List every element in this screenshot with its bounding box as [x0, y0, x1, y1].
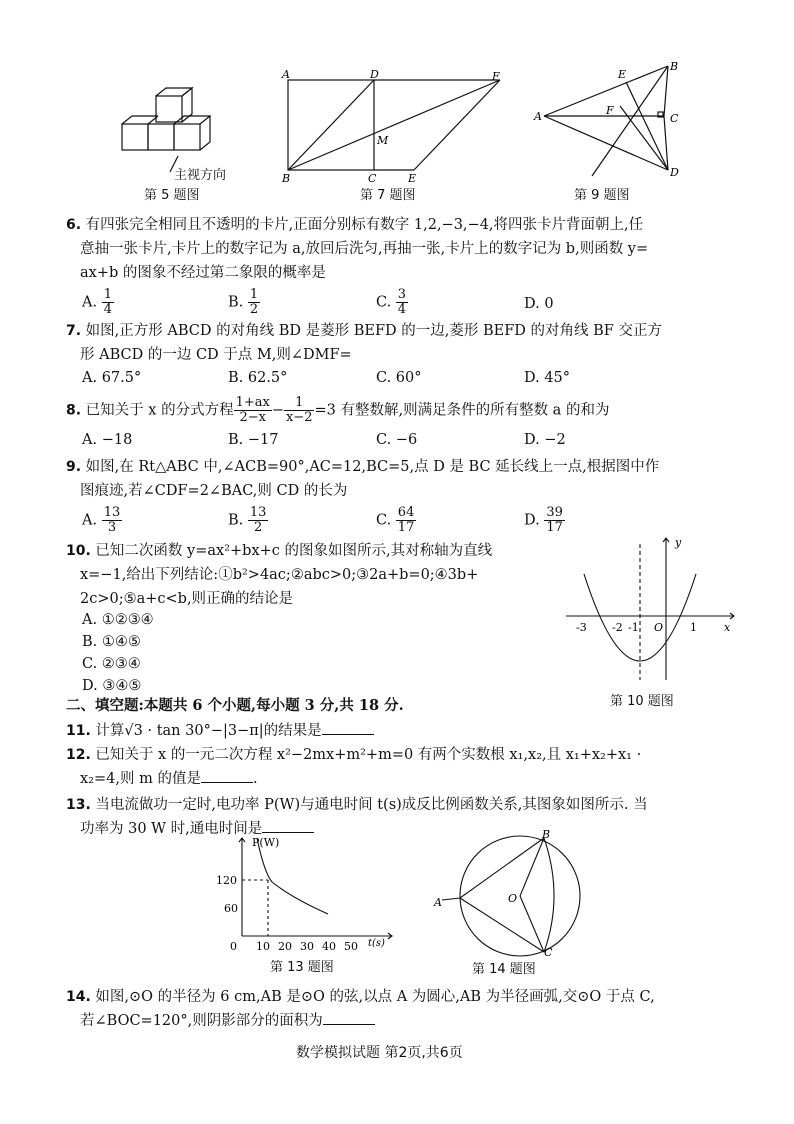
fig7-label-D: D [370, 70, 379, 81]
q10-line1: 10. 已知二次函数 y=ax²+bx+c 的图象如图所示,其对称轴为直线 [66, 543, 493, 559]
q10-option-d: D. ③④⑤ [82, 678, 142, 694]
q9-option-c: C. $\frac{64}{17}$ [376, 505, 415, 535]
fig10-y-label: y [675, 536, 682, 549]
q7-option-b: B. 62.5° [228, 370, 288, 386]
fig7-label-C: C [368, 172, 377, 185]
q8-option-a: A. −18 [82, 432, 133, 448]
q6-line1: 6. 有四张完全相同且不透明的卡片,正面分别标有数字 1,2,−3,−4,将四张卡片背面朝上,任 [66, 217, 644, 233]
q9-option-a: A. $\frac{13}{3}$ [82, 505, 121, 535]
fig13-xtick-40: 40 [322, 940, 336, 953]
fig14-caption: 第 14 题图 [472, 962, 536, 977]
fig13-inverse-graph [212, 832, 402, 956]
fig10-parabola-graph [562, 534, 742, 684]
q9-option-b: B. $\frac{13}{2}$ [228, 505, 267, 535]
fig5-caption: 第 5 题图 [144, 188, 200, 203]
q6-line3: ax+b 的图象不经过第二象限的概率是 [80, 265, 326, 281]
fig14-label-O: O [508, 892, 518, 905]
fig9-label-C: C [670, 112, 679, 125]
q12-line1: 12. 已知关于 x 的一元二次方程 x²−2mx+m²+m=0 有两个实数根 x₁,x₂,且 x₁+x₂+x₁ · [66, 747, 642, 763]
fig10-tick-1: 1 [690, 621, 697, 634]
q6-option-d: D. 0 [524, 296, 554, 312]
q6-option-c: C. $\frac{3}{4}$ [376, 287, 407, 317]
fig9-label-F: F [606, 104, 614, 117]
fig5-direction-label: 主视方向 [174, 168, 227, 183]
q6-option-a: A. $\frac{1}{4}$ [82, 287, 112, 317]
q7-option-c: C. 60° [376, 370, 422, 386]
fig9-diagram [530, 58, 690, 183]
q10-line3: 2c>0;⑤a+c<b,则正确的结论是 [80, 591, 294, 607]
fig10-tick-neg3: -3 [576, 621, 587, 634]
section2-heading: 二、填空题:本题共 6 个小题,每小题 3 分,共 18 分. [66, 697, 404, 714]
fig14-label-A: A [434, 896, 442, 909]
fig7-label-M: M [377, 134, 389, 147]
fig7-label-E: E [408, 172, 417, 185]
fig9-label-A: A [534, 110, 542, 123]
q8-option-d: D. −2 [524, 432, 566, 448]
fig13-y-label: P(W) [252, 836, 280, 849]
fig10-caption: 第 10 题图 [610, 694, 674, 709]
q7-line2: 形 ABCD 的一边 CD 于点 M,则∠DMF= [80, 347, 352, 363]
fig7-label-B: B [282, 172, 291, 185]
fig9-caption: 第 9 题图 [574, 188, 630, 203]
fig13-caption: 第 13 题图 [270, 960, 334, 975]
fig13-x-label: t(s) [368, 938, 385, 949]
q6-option-b: B. $\frac{1}{2}$ [228, 287, 259, 317]
q9-line1: 9. 如图,在 Rt△ABC 中,∠ACB=90°,AC=12,BC=5,点 D 是 BC 延长线上一点,根据图中作 [66, 459, 660, 475]
fig10-x-label: x [724, 621, 731, 634]
fig13-xtick-0: 0 [230, 940, 237, 953]
q10-option-a: A. ①②③④ [82, 612, 154, 628]
fig7-diagram [278, 70, 508, 185]
fig5-cube-diagram [118, 82, 218, 177]
fig13-ytick-60: 60 [224, 902, 238, 915]
q14-line1: 14. 如图,⊙O 的半径为 6 cm,AB 是⊙O 的弦,以点 A 为圆心,AB 为半径画弧,交⊙O 于点 C, [66, 989, 655, 1005]
fig10-tick-neg2: -2 [612, 621, 623, 634]
q7-option-d: D. 45° [524, 370, 571, 386]
q8-option-b: B. −17 [228, 432, 279, 448]
fig7-caption: 第 7 题图 [360, 188, 416, 203]
q9-line2: 图痕迹,若∠CDF=2∠BAC,则 CD 的长为 [80, 483, 348, 499]
fig14-label-B: B [542, 828, 551, 841]
q8-option-c: C. −6 [376, 432, 418, 448]
fig9-label-E: E [618, 68, 627, 81]
q10-line2: x=−1,给出下列结论:①b²>4ac;②abc>0;③2a+b=0;④3b+ [80, 567, 479, 583]
fig14-circle-diagram [432, 828, 582, 958]
q14-line2: 若∠BOC=120°,则阴影部分的面积为 [80, 1010, 375, 1033]
fig14-label-C: C [544, 946, 553, 958]
fig7-label-F: F [492, 70, 500, 83]
fig10-tick-neg1: -1 [628, 621, 639, 634]
q10-option-c: C. ②③④ [82, 656, 141, 672]
q11-line: 11. 计算√3 · tan 30°−|3−π|的结果是 [66, 720, 374, 743]
fig13-ytick-120: 120 [216, 874, 237, 887]
fig7-label-A: A [282, 70, 290, 81]
q7-line1: 7. 如图,正方形 ABCD 的对角线 BD 是菱形 BEFD 的一边,菱形 BEFD 的对角线 BF 交正方 [66, 323, 662, 339]
fig9-label-D: D [670, 166, 679, 179]
q13-line1: 13. 当电流做功一定时,电功率 P(W)与通电时间 t(s)成反比例函数关系,其图象如图所示. 当 [66, 797, 648, 813]
fig10-origin: O [654, 621, 664, 634]
q13-line2: 功率为 30 W 时,通电时间是 [80, 818, 314, 841]
q10-option-b: B. ①④⑤ [82, 634, 141, 650]
fig13-xtick-30: 30 [300, 940, 314, 953]
fig13-xtick-10: 10 [256, 940, 270, 953]
fig9-label-B: B [670, 60, 679, 73]
q8-line: 8. 已知关于 x 的分式方程 $\frac{1+ax}{2-x}$ − $\frac{1}{x-2}$ =3 有整数解,则满足条件的所有整数 a 的和为 [66, 395, 610, 425]
page-footer: 数学模拟试题 第2页,共6页 [296, 1045, 463, 1061]
q12-line2: x₂=4,则 m 的值是 . [80, 768, 258, 791]
q7-option-a: A. 67.5° [82, 370, 142, 386]
q9-option-d: D. $\frac{39}{17}$ [524, 505, 563, 535]
fig13-xtick-50: 50 [344, 940, 358, 953]
fig13-xtick-20: 20 [278, 940, 292, 953]
q6-line2: 意抽一张卡片,卡片上的数字记为 a,放回后洗匀,再抽一张,卡片上的数字记为 b,则函数 y= [80, 241, 649, 257]
